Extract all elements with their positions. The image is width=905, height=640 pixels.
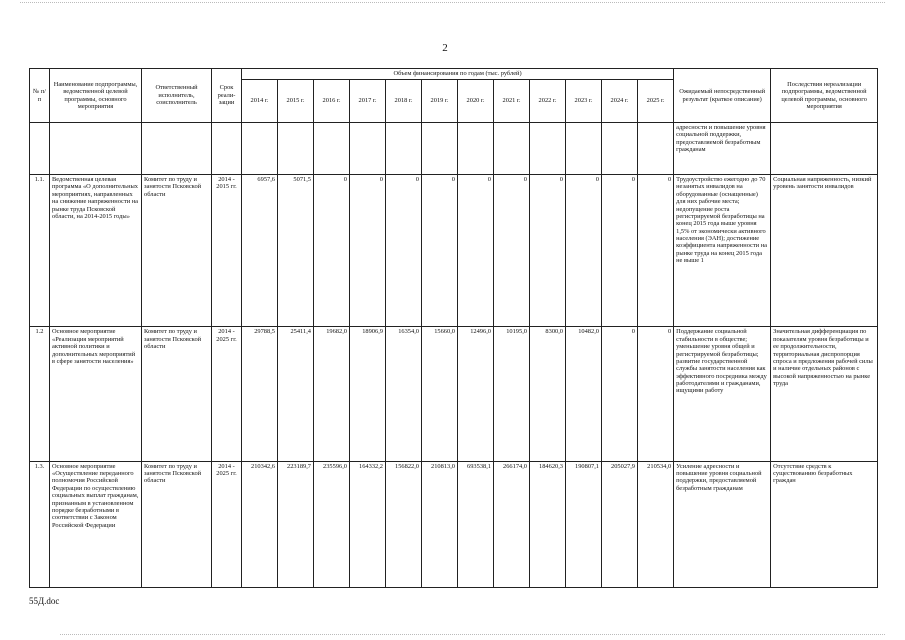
row-value: 0	[566, 175, 602, 327]
row-value: 0	[530, 175, 566, 327]
row-value: 0	[602, 175, 638, 327]
header-year: 2018 г.	[386, 80, 422, 123]
row-num: 1.1.	[30, 175, 50, 327]
row-name: Ведомственная целевая программа «О дополнительных мероприятиях, направленных на снижение напряженности на рынке труда Псковской области, на 2014-2015 годы»	[50, 175, 142, 327]
header-year: 2015 г.	[278, 80, 314, 123]
header-num: № п/п	[30, 69, 50, 123]
row-value: 0	[458, 175, 494, 327]
header-funding: Объем финансирования по годам (тыс. рублей)	[242, 69, 674, 80]
header-year: 2019 г.	[422, 80, 458, 123]
row-value: 156822,0	[386, 461, 422, 587]
header-year: 2016 г.	[314, 80, 350, 123]
row-value: 0	[350, 175, 386, 327]
financing-table	[29, 68, 878, 588]
row-value: 10195,0	[494, 327, 530, 461]
header-year: 2014 г.	[242, 80, 278, 123]
document-filename: 55Д.doc	[29, 596, 60, 606]
continuation-result: адресности и повышение уровня социальной поддержки, предоставляемой безработным гражданам	[674, 123, 771, 175]
row-result: Трудоустройство ежегодно до 70 незанятых инвалидов на оборудованные (оснащенные) для них рабочие места; недопущение роста регистрируемой безработицы на конец 2015 года выше уровня 1,5% от экономически активного населения (ЭАН); достижение коэффициента напряженности на рынке труда на конец 2015 года не выше 1	[674, 175, 771, 327]
row-executor: Комитет по труду и занятости Псковской области	[142, 327, 212, 461]
row-value: 266174,0	[494, 461, 530, 587]
row-term: 2014 - 2015 гг.	[212, 175, 242, 327]
row-executor: Комитет по труду и занятости Псковской области	[142, 175, 212, 327]
header-year: 2020 г.	[458, 80, 494, 123]
row-consequences: Отсутствие средств к существованию безработных граждан	[771, 461, 878, 587]
row-value: 164332,2	[350, 461, 386, 587]
table-row	[30, 175, 878, 327]
row-value: 210342,6	[242, 461, 278, 587]
header-year: 2025 г.	[638, 80, 674, 123]
row-consequences: Значительная дифференциация по показателям уровня безработицы и ее продолжительности, территориальная диспропорция спроса и предложения рабочей силы и наличие отдельных районов с высокой напряженностью на рынке труда	[771, 327, 878, 461]
row-name: Основное мероприятие «Реализация мероприятий активной политики и дополнительных мероприятий в сфере занятости населения»	[50, 327, 142, 461]
row-consequences: Социальная напряженность, низкий уровень занятости инвалидов	[771, 175, 878, 327]
row-value: 29788,5	[242, 327, 278, 461]
header-executor: Ответственный исполнитель, соисполнитель	[142, 69, 212, 123]
row-value: 10482,0	[566, 327, 602, 461]
row-value: 0	[386, 175, 422, 327]
row-value: 235596,0	[314, 461, 350, 587]
header-result: Ожидаемый непосредственный результат (краткое описание)	[674, 69, 771, 123]
row-result: Поддержание социальной стабильности в обществе; уменьшение уровня общей и регистрируемой безработицы; развитие государственной службы занятости населения как эффективного посредника между работодателями и гражданами, ищущими работу	[674, 327, 771, 461]
page-number: 2	[442, 42, 448, 54]
row-value: 15660,0	[422, 327, 458, 461]
header-year: 2023 г.	[566, 80, 602, 123]
row-value: 12496,0	[458, 327, 494, 461]
row-executor: Комитет по труду и занятости Псковской области	[142, 461, 212, 587]
row-value: 8300,0	[530, 327, 566, 461]
row-value: 205027,9	[602, 461, 638, 587]
row-value: 184620,3	[530, 461, 566, 587]
header-year: 2021 г.	[494, 80, 530, 123]
row-value: 0	[314, 175, 350, 327]
scan-edge-bottom	[60, 634, 885, 635]
table-row	[30, 327, 878, 461]
header-year: 2022 г.	[530, 80, 566, 123]
row-term: 2014 - 2025 гг.	[212, 327, 242, 461]
header-year: 2024 г.	[602, 80, 638, 123]
scan-edge-top	[20, 2, 885, 3]
header-name: Наименование подпрограммы, ведомственной целевой программы, основного мероприятия	[50, 69, 142, 123]
row-value: 25411,4	[278, 327, 314, 461]
row-value: 0	[494, 175, 530, 327]
table-row	[30, 461, 878, 587]
row-value: 0	[422, 175, 458, 327]
row-value: 0	[638, 175, 674, 327]
row-value: 16354,0	[386, 327, 422, 461]
header-consequences: Последствия нереализации подпрограммы, ведомственной целевой программы, основного мероприятия	[771, 69, 878, 123]
row-value: 19682,0	[314, 327, 350, 461]
header-term: Срок реали-зации	[212, 69, 242, 123]
row-term: 2014 - 2025 гг.	[212, 461, 242, 587]
row-result: Усиление адресности и повышение уровня социальной поддержки, предоставляемой безработным гражданам	[674, 461, 771, 587]
row-value: 5071,5	[278, 175, 314, 327]
row-num: 1.3.	[30, 461, 50, 587]
row-name: Основное мероприятие «Осуществление переданного полномочия Российской Федерации по осуществлению социальных выплат гражданам, признанным в установленном порядке безработными в соответствии с Законом Российской Федерации	[50, 461, 142, 587]
row-value: 223189,7	[278, 461, 314, 587]
row-value: 0	[638, 327, 674, 461]
table-row-continuation	[30, 123, 878, 175]
row-value: 693538,1	[458, 461, 494, 587]
row-value: 0	[602, 327, 638, 461]
header-year: 2017 г.	[350, 80, 386, 123]
row-value: 190807,1	[566, 461, 602, 587]
row-value: 18906,9	[350, 327, 386, 461]
row-num: 1.2	[30, 327, 50, 461]
row-value: 6957,6	[242, 175, 278, 327]
row-value: 210534,0	[638, 461, 674, 587]
row-value: 210813,0	[422, 461, 458, 587]
